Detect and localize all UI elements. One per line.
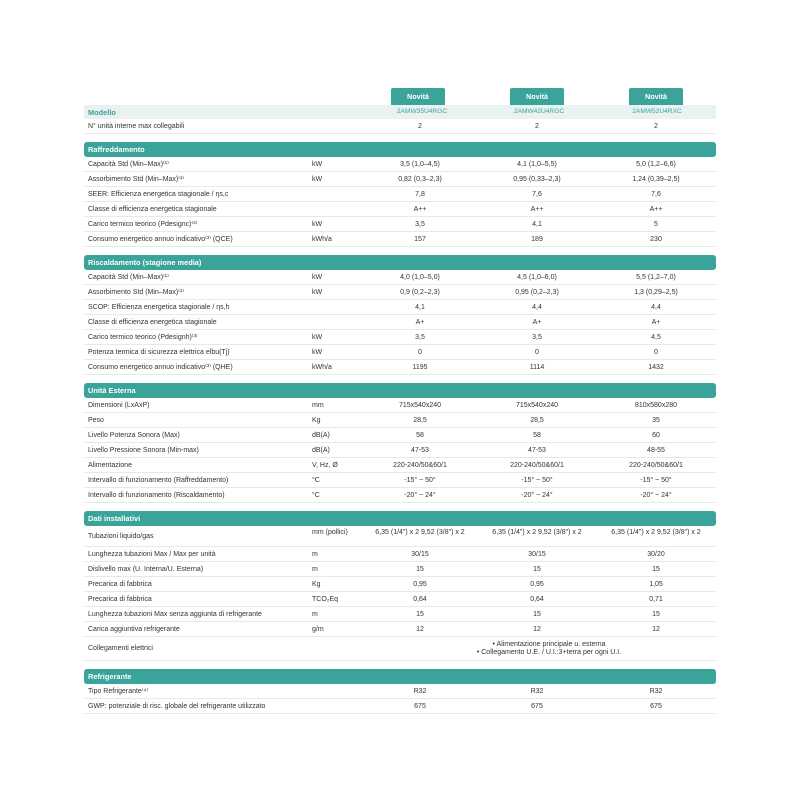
row-unit: V, Hz, Ø bbox=[312, 462, 338, 469]
row-value: 5,5 (1,2–7,0) bbox=[636, 274, 676, 281]
row-value: A++ bbox=[649, 206, 663, 213]
row-value: 15 bbox=[533, 566, 541, 573]
row-label: Capacità Std (Min–Max)⁽¹⁾ bbox=[88, 161, 169, 168]
row-label: Consumo energetico annuo indicativo⁽³⁾ (QCE) bbox=[88, 236, 233, 243]
electrical-note: • Alimentazione principale u. esterna bbox=[492, 641, 606, 648]
section-header: Refrigerante bbox=[84, 669, 716, 684]
row-unit: kW bbox=[312, 176, 323, 183]
row-value: 28,5 bbox=[530, 417, 544, 424]
row-value: -20° ~ 24° bbox=[521, 492, 553, 499]
row-value: 3,5 bbox=[415, 334, 425, 341]
row-unit: m bbox=[312, 611, 318, 618]
spec-sheet bbox=[84, 88, 716, 714]
row-value: 4,1 (1,0–5,5) bbox=[517, 161, 557, 168]
row-unit: g/m bbox=[312, 626, 324, 633]
row-value: 1114 bbox=[529, 364, 545, 371]
row-unit: kW bbox=[312, 334, 323, 341]
row-value: 35 bbox=[652, 417, 660, 424]
section-header: Dati installativi bbox=[84, 511, 716, 526]
spec-row-electrical bbox=[84, 637, 716, 661]
spec-row bbox=[84, 622, 716, 637]
row-label: Dimensioni (LxAxP) bbox=[88, 402, 150, 409]
sections-container bbox=[84, 142, 716, 714]
novita-badge: Novità bbox=[510, 88, 564, 105]
row-label: Livello Potenza Sonora (Max) bbox=[88, 432, 180, 439]
row-value: 12 bbox=[652, 626, 660, 633]
spec-row bbox=[84, 562, 716, 577]
row-label: N° unità interne max collegabili bbox=[88, 123, 185, 130]
row-label: GWP: potenziale di risc. globale del refrigerante utilizzato bbox=[88, 703, 266, 710]
spec-row bbox=[84, 300, 716, 315]
row-unit: m bbox=[312, 566, 318, 573]
row-value: R32 bbox=[530, 688, 544, 695]
row-label: Intervallo di funzionamento (Raffreddamento) bbox=[88, 477, 229, 484]
row-value: 30/15 bbox=[411, 551, 429, 558]
row-value: 2 bbox=[654, 123, 658, 130]
row-value: 28,5 bbox=[413, 417, 427, 424]
spec-row bbox=[84, 119, 716, 134]
novita-badge: Novità bbox=[629, 88, 683, 105]
electrical-note: • Collegamento U.E. / U.I.:3+terra per ogni U.I. bbox=[476, 649, 622, 656]
row-value: A++ bbox=[530, 206, 544, 213]
row-label: SEER: Efficienza energetica stagionale / ηs,c bbox=[88, 191, 229, 198]
model-code: 2AMW52U4RXC bbox=[632, 108, 682, 115]
row-label: Consumo energetico annuo indicativo⁽³⁾ (QHE) bbox=[88, 364, 233, 371]
spec-row bbox=[84, 315, 716, 330]
section-header: Raffreddamento bbox=[84, 142, 716, 157]
spec-row bbox=[84, 217, 716, 232]
row-value: 220-240/50&60/1 bbox=[629, 462, 683, 469]
row-value: 3,5 bbox=[532, 334, 542, 341]
row-label: Tubazioni liquido/gas bbox=[88, 533, 154, 540]
row-value: -15° ~ 50° bbox=[404, 477, 436, 484]
row-value: -20° ~ 24° bbox=[404, 492, 436, 499]
row-value: 7,6 bbox=[532, 191, 542, 198]
row-label: Precarica di fabbrica bbox=[88, 596, 152, 603]
spec-row bbox=[84, 398, 716, 413]
row-label: Alimentazione bbox=[88, 462, 132, 469]
row-unit: °C bbox=[312, 492, 320, 499]
spec-row bbox=[84, 443, 716, 458]
row-unit: kWh/a bbox=[312, 364, 332, 371]
row-label: Assorbimento Std (Min–Max)⁽¹⁾ bbox=[88, 289, 185, 296]
row-label: Carico termico teorico (Pdesignh)⁽³⁾ bbox=[88, 334, 198, 341]
row-unit: kW bbox=[312, 289, 323, 296]
row-label: Precarica di fabbrica bbox=[88, 581, 152, 588]
row-value: 675 bbox=[414, 703, 426, 710]
row-value: 0,95 (0,2–2,3) bbox=[515, 289, 559, 296]
row-value: 15 bbox=[533, 611, 541, 618]
row-value: 675 bbox=[650, 703, 662, 710]
row-value: 220-240/50&60/1 bbox=[393, 462, 447, 469]
spec-row bbox=[84, 577, 716, 592]
model-label: Modello bbox=[88, 107, 116, 117]
row-value: 6,35 (1/4") x 2 9,52 (3/8") x 2 bbox=[375, 529, 465, 536]
spec-row bbox=[84, 157, 716, 172]
row-unit: kW bbox=[312, 161, 323, 168]
spec-row bbox=[84, 592, 716, 607]
row-label: SCOP: Efficienza energetica stagionale / ηs,h bbox=[88, 304, 230, 311]
row-value: 60 bbox=[652, 432, 660, 439]
spec-row bbox=[84, 202, 716, 217]
row-value: 1,24 (0,39–2,5) bbox=[632, 176, 680, 183]
row-value: 7,6 bbox=[651, 191, 661, 198]
row-unit: dB(A) bbox=[312, 447, 330, 454]
novita-badge: Novità bbox=[391, 88, 445, 105]
spec-row bbox=[84, 187, 716, 202]
row-unit: kW bbox=[312, 349, 323, 356]
row-value: 715x540x240 bbox=[515, 402, 559, 409]
row-unit: °C bbox=[312, 477, 320, 484]
row-unit: Kg bbox=[312, 581, 321, 588]
row-label: Tipo Refrigerante⁽⁴⁾ bbox=[88, 688, 149, 695]
row-value: 1195 bbox=[412, 364, 428, 371]
row-unit: dB(A) bbox=[312, 432, 330, 439]
row-value: 58 bbox=[533, 432, 541, 439]
row-value: 230 bbox=[650, 236, 662, 243]
row-value: 157 bbox=[414, 236, 426, 243]
row-value: 5 bbox=[654, 221, 658, 228]
row-value: 15 bbox=[416, 566, 424, 573]
row-unit: mm bbox=[312, 402, 324, 409]
row-value: 5,0 (1,2–6,6) bbox=[636, 161, 676, 168]
row-value: 675 bbox=[531, 703, 543, 710]
spec-row bbox=[84, 699, 716, 714]
row-value: 810x580x280 bbox=[634, 402, 678, 409]
spec-row bbox=[84, 330, 716, 345]
row-label: Intervallo di funzionamento (Riscaldamento) bbox=[88, 492, 225, 499]
row-value: 0 bbox=[418, 349, 422, 356]
row-value: 4,1 bbox=[415, 304, 425, 311]
row-value: 0,82 (0,3–2,3) bbox=[398, 176, 442, 183]
spec-row bbox=[84, 526, 716, 547]
row-value: 2 bbox=[535, 123, 539, 130]
row-value: 0,9 (0,2–2,3) bbox=[400, 289, 440, 296]
row-label: Lunghezza tubazioni Max senza aggiunta di refrigerante bbox=[88, 611, 262, 618]
row-label: Peso bbox=[88, 417, 104, 424]
row-value: -15° ~ 50° bbox=[521, 477, 553, 484]
electrical-notes bbox=[384, 641, 714, 657]
row-value: 0 bbox=[535, 349, 539, 356]
row-value: 12 bbox=[416, 626, 424, 633]
row-value: 0,95 bbox=[530, 581, 544, 588]
model-header-row bbox=[84, 105, 716, 119]
row-value: 4,4 bbox=[532, 304, 542, 311]
spec-row bbox=[84, 473, 716, 488]
row-value: 189 bbox=[531, 236, 543, 243]
row-unit: m bbox=[312, 551, 318, 558]
row-label: Collegamenti elettrici bbox=[88, 645, 153, 652]
spec-row bbox=[84, 488, 716, 503]
row-label: Carico termico teorico (Pdesignc)⁽³⁾ bbox=[88, 221, 198, 228]
row-value: 0 bbox=[654, 349, 658, 356]
row-value: 47-53 bbox=[528, 447, 546, 454]
row-value: 4,5 (1,0–6,0) bbox=[517, 274, 557, 281]
row-value: 220-240/50&60/1 bbox=[510, 462, 564, 469]
spec-row bbox=[84, 360, 716, 375]
row-value: A+ bbox=[651, 319, 661, 326]
row-label: Capacità Std (Min–Max)⁽¹⁾ bbox=[88, 274, 169, 281]
section-header: Riscaldamento (stagione media) bbox=[84, 255, 716, 270]
row-value: 12 bbox=[533, 626, 541, 633]
row-value: R32 bbox=[413, 688, 427, 695]
spec-row bbox=[84, 345, 716, 360]
row-value: 4,0 (1,0–5,0) bbox=[400, 274, 440, 281]
row-unit: Kg bbox=[312, 417, 321, 424]
spec-row bbox=[84, 172, 716, 187]
row-value: 3,5 bbox=[415, 221, 425, 228]
spec-row bbox=[84, 684, 716, 699]
row-value: 15 bbox=[416, 611, 424, 618]
section-header: Unità Esterna bbox=[84, 383, 716, 398]
row-value: 0,64 bbox=[530, 596, 544, 603]
row-value: 4,1 bbox=[532, 221, 542, 228]
spec-row bbox=[84, 458, 716, 473]
row-unit: kW bbox=[312, 274, 323, 281]
row-value: 4,5 bbox=[651, 334, 661, 341]
row-value: A+ bbox=[532, 319, 542, 326]
row-value: 0,71 bbox=[649, 596, 663, 603]
row-value: 1432 bbox=[648, 364, 664, 371]
spec-row bbox=[84, 607, 716, 622]
row-label: Classe di efficienza energetica stagionale bbox=[88, 319, 217, 326]
row-value: 0,95 bbox=[413, 581, 427, 588]
spec-row bbox=[84, 285, 716, 300]
spec-row bbox=[84, 547, 716, 562]
row-label: Carica aggiuntiva refrigerante bbox=[88, 626, 180, 633]
spec-row bbox=[84, 428, 716, 443]
spec-row bbox=[84, 232, 716, 247]
row-value: 47-53 bbox=[411, 447, 429, 454]
row-unit: mm (pollici) bbox=[312, 529, 348, 536]
row-value: A+ bbox=[415, 319, 425, 326]
row-value: 15 bbox=[652, 566, 660, 573]
row-value: 6,35 (1/4") x 2 9,52 (3/8") x 2 bbox=[492, 529, 582, 536]
row-value: 6,35 (1/4") x 2 9,52 (3/8") x 2 bbox=[611, 529, 701, 536]
row-value: 48-55 bbox=[647, 447, 665, 454]
row-value: 15 bbox=[652, 611, 660, 618]
row-label: Livello Pressione Sonora (Min-max) bbox=[88, 447, 199, 454]
row-label: Dislivello max (U. Interna/U. Esterna) bbox=[88, 566, 204, 573]
model-code: 2AMW35U4RGC bbox=[396, 108, 448, 115]
row-value: 1,3 (0,29–2,5) bbox=[634, 289, 678, 296]
row-value: 0,95 (0,33–2,3) bbox=[513, 176, 561, 183]
row-value: 58 bbox=[416, 432, 424, 439]
spec-row bbox=[84, 270, 716, 285]
row-value: 30/15 bbox=[528, 551, 546, 558]
row-label: Classe di efficienza energetica stagionale bbox=[88, 206, 217, 213]
row-value: 30/20 bbox=[647, 551, 665, 558]
row-label: Lunghezza tubazioni Max / Max per unità bbox=[88, 551, 216, 558]
row-unit: TCO₂Eq bbox=[312, 596, 339, 603]
row-value: 715x540x240 bbox=[398, 402, 442, 409]
row-unit: kWh/a bbox=[312, 236, 332, 243]
row-value: 4,4 bbox=[651, 304, 661, 311]
row-label: Potenza termica di sicurezza elettrica elbu(Tj) bbox=[88, 349, 230, 356]
spec-row bbox=[84, 413, 716, 428]
row-value: -15° ~ 50° bbox=[640, 477, 672, 484]
row-value: 2 bbox=[418, 123, 422, 130]
row-value: -20° ~ 24° bbox=[640, 492, 672, 499]
row-value: R32 bbox=[649, 688, 663, 695]
row-value: 1,05 bbox=[649, 581, 663, 588]
model-code: 2AMW42U4RGC bbox=[513, 108, 565, 115]
row-value: A++ bbox=[413, 206, 427, 213]
row-label: Assorbimento Std (Min–Max)⁽¹⁾ bbox=[88, 176, 185, 183]
row-value: 7,8 bbox=[415, 191, 425, 198]
badge-row bbox=[84, 88, 716, 105]
row-value: 3,5 (1,0–4,5) bbox=[400, 161, 440, 168]
row-unit: kW bbox=[312, 221, 323, 228]
row-value: 0,64 bbox=[413, 596, 427, 603]
